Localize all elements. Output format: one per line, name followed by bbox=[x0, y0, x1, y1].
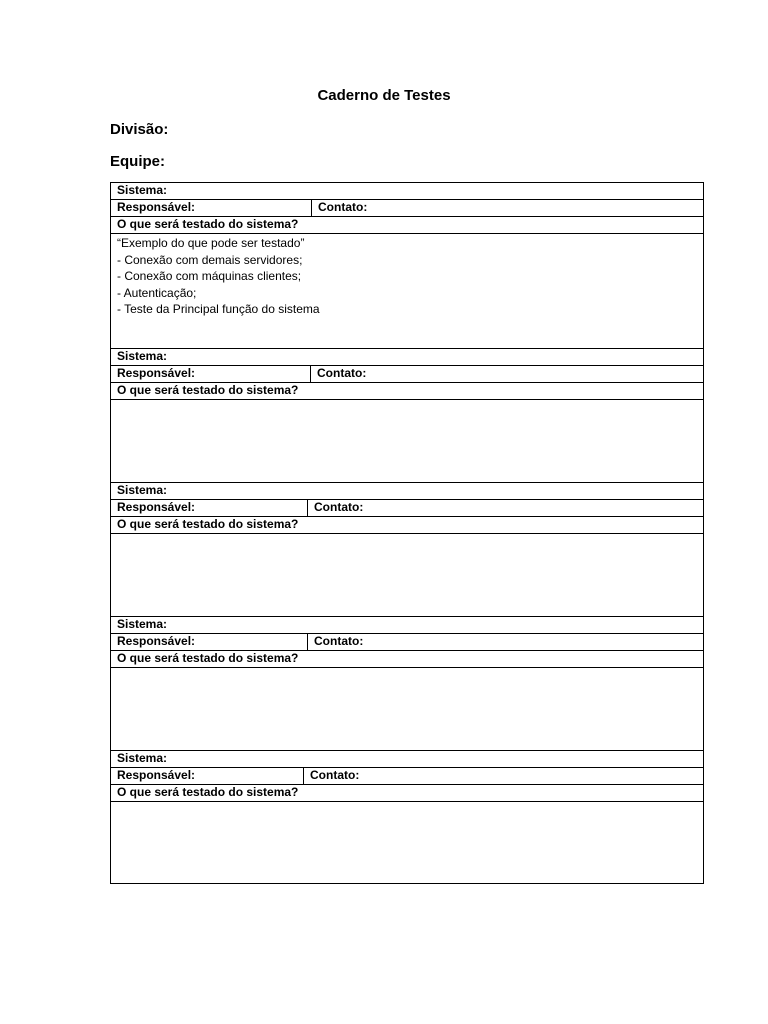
contato-field[interactable] bbox=[312, 200, 367, 216]
responsavel-contato-row bbox=[111, 200, 703, 217]
pergunta-row bbox=[111, 785, 703, 802]
contato-field[interactable] bbox=[304, 768, 359, 784]
responsavel-contato-row bbox=[111, 500, 703, 517]
test-description-area[interactable] bbox=[111, 234, 703, 349]
test-description-area[interactable] bbox=[111, 400, 703, 483]
test-description-area[interactable] bbox=[111, 534, 703, 617]
example-line: - Autenticação; bbox=[117, 285, 197, 300]
test-block bbox=[111, 183, 703, 349]
sistema-field[interactable] bbox=[111, 617, 703, 634]
contato-label: Contato: bbox=[317, 366, 367, 380]
contato-field[interactable] bbox=[311, 366, 366, 382]
pergunta-label: O que será testado do sistema? bbox=[117, 651, 299, 665]
test-form-table bbox=[110, 182, 704, 884]
example-line: “Exemplo do que pode ser testado” bbox=[117, 236, 305, 250]
contato-label: Contato: bbox=[314, 500, 364, 514]
responsavel-label: Responsável: bbox=[117, 200, 196, 214]
responsavel-contato-row bbox=[111, 366, 703, 383]
responsavel-label: Responsável: bbox=[117, 634, 196, 648]
document-title: Caderno de Testes bbox=[317, 87, 451, 104]
contato-label: Contato: bbox=[314, 634, 364, 648]
responsavel-field[interactable] bbox=[111, 634, 308, 650]
pergunta-label: O que será testado do sistema? bbox=[117, 785, 299, 799]
pergunta-row bbox=[111, 651, 703, 668]
responsavel-field[interactable] bbox=[111, 200, 312, 216]
sistema-field[interactable] bbox=[111, 349, 703, 366]
sistema-label: Sistema: bbox=[117, 183, 168, 197]
sistema-label: Sistema: bbox=[117, 349, 168, 363]
test-block bbox=[111, 751, 703, 883]
example-line: - Teste da Principal função do sistema bbox=[117, 302, 320, 316]
pergunta-label: O que será testado do sistema? bbox=[117, 383, 299, 397]
responsavel-field[interactable] bbox=[111, 500, 308, 516]
pergunta-row bbox=[111, 517, 703, 534]
equipe-label: Equipe: bbox=[110, 153, 165, 170]
pergunta-label: O que será testado do sistema? bbox=[117, 217, 299, 231]
test-block bbox=[111, 617, 703, 751]
test-description-area[interactable] bbox=[111, 668, 703, 751]
responsavel-label: Responsável: bbox=[117, 768, 196, 782]
sistema-label: Sistema: bbox=[117, 617, 168, 631]
test-block bbox=[111, 349, 703, 483]
pergunta-label: O que será testado do sistema? bbox=[117, 517, 299, 531]
test-description-area[interactable] bbox=[111, 802, 703, 883]
responsavel-label: Responsável: bbox=[117, 500, 196, 514]
example-line: - Conexão com máquinas clientes; bbox=[117, 269, 302, 283]
sistema-label: Sistema: bbox=[117, 483, 168, 497]
responsavel-contato-row bbox=[111, 768, 703, 785]
contato-label: Contato: bbox=[310, 768, 360, 782]
divisao-label: Divisão: bbox=[110, 121, 169, 138]
responsavel-contato-row bbox=[111, 634, 703, 651]
contato-field[interactable] bbox=[308, 634, 363, 650]
responsavel-label: Responsável: bbox=[117, 366, 196, 380]
sistema-label: Sistema: bbox=[117, 751, 168, 765]
contato-label: Contato: bbox=[318, 200, 368, 214]
sistema-field[interactable] bbox=[111, 483, 703, 500]
pergunta-row bbox=[111, 383, 703, 400]
sistema-field[interactable] bbox=[111, 183, 703, 200]
sistema-field[interactable] bbox=[111, 751, 703, 768]
pergunta-row bbox=[111, 217, 703, 234]
responsavel-field[interactable] bbox=[111, 768, 304, 784]
responsavel-field[interactable] bbox=[111, 366, 311, 382]
example-line: - Conexão com demais servidores; bbox=[117, 252, 303, 267]
contato-field[interactable] bbox=[308, 500, 363, 516]
test-block bbox=[111, 483, 703, 617]
